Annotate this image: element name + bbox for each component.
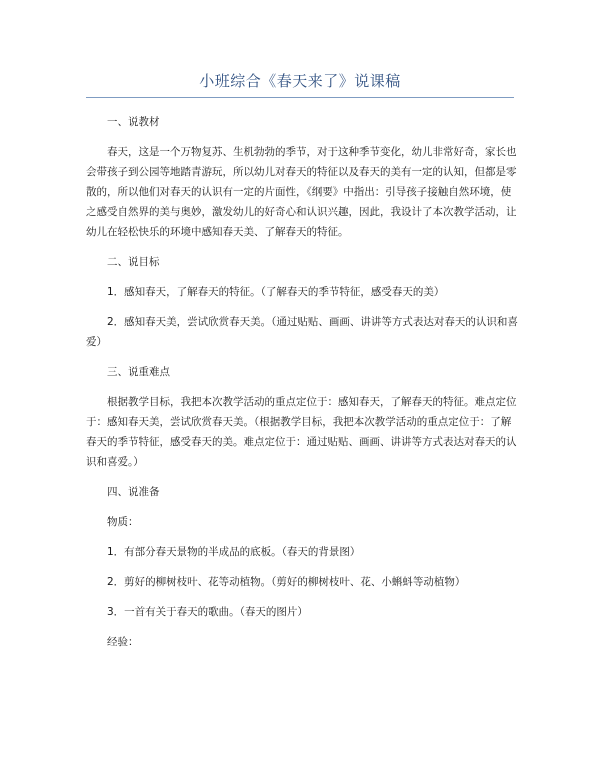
section-heading-3: 三、说重难点 [107,366,170,378]
section-4-item-2: 2．剪好的柳树枝叶、花等动植物。（剪好的柳树枝叶、花、小蝌蚪等动植物） [107,576,466,588]
section-4-item-3: 3．一首有关于春天的歌曲。（春天的图片） [107,606,308,618]
section-heading-4: 四、说准备 [107,486,160,498]
page-title: 小班综合《春天来了》说课稿 [199,72,401,90]
document-body [86,112,518,652]
section-4-subheading-materials: 物质： [107,516,139,528]
section-2-item-1: 1．感知春天，了解春天的特征。（了解春天的季节特征，感受春天的美） [107,286,445,298]
section-2-item-2: 2．感知春天美，尝试欣赏春天美。（通过贴贴、画画、讲讲等方式表达对春天的认识和喜爱） [86,316,518,348]
title-divider [86,97,514,98]
section-3-paragraph: 根据教学目标，我把本次教学活动的重点定位于：感知春天，了解春天的特征。难点定位于：感知春天美，尝试欣赏春天美。（根据教学目标，我把本次教学活动的重点定位于：了解春天的季节特征，感受春天的美。难点定位于：通过贴贴、画画、讲讲等方式表达对春天的认识和喜爱。） [86,396,517,468]
section-4-item-1: 1．有部分春天景物的半成品的底板。（春天的背景图） [107,546,361,558]
section-4-subheading-experience: 经验： [107,636,139,648]
section-heading-2: 二、说目标 [107,256,160,268]
section-1-paragraph: 春天，这是一个万物复苏、生机勃勃的季节，对于这种季节变化，幼儿非常好奇，家长也会带孩子到公园等地踏青游玩，所以幼儿对春天的特征以及春天的美有一定的认知，但都是零散的，所以他们对春天的认识有一定的片面性，《纲要》中指出：引导孩子接触自然环境，使之感受自然界的美与奥妙，激发幼儿的好奇心和认识兴趣，因此，我设计了本次教学活动，让幼儿在轻松快乐的环境中感知春天美、了解春天的特征。 [86,146,517,238]
section-heading-1: 一、说教材 [107,116,160,128]
